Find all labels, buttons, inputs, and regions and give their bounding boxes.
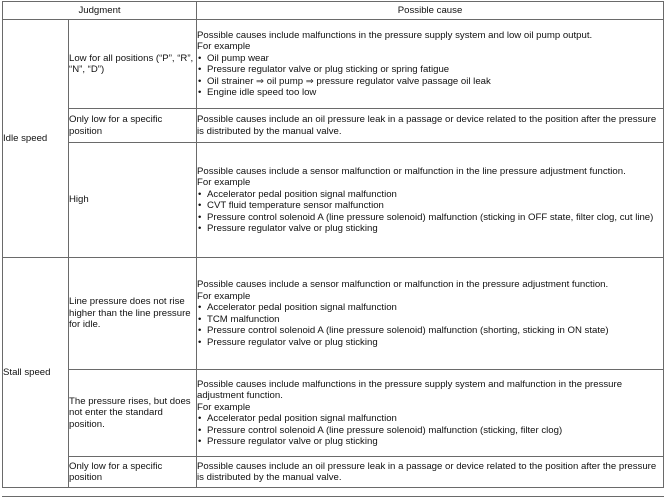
example-label: For example xyxy=(197,41,251,52)
list-item: • Accelerator pedal position signal malfunction xyxy=(197,302,663,314)
cause-list xyxy=(197,189,663,235)
cause-intro: Possible causes include malfunctions in the pressure supply system and low oil pump output. xyxy=(197,29,593,41)
header-judgment: Judgment xyxy=(3,2,197,20)
table-row xyxy=(3,20,664,109)
table-row xyxy=(3,370,664,457)
list-item: • Pressure control solenoid A (line pressure solenoid) malfunction (sticking, filter clog) xyxy=(197,425,663,437)
cause-cell xyxy=(197,258,664,370)
condition-cell: The pressure rises, but does not enter the standard position. xyxy=(69,370,197,457)
group-label-stall-speed: Stall speed xyxy=(3,258,69,488)
cause-intro: Possible causes include a sensor malfunction or malfunction in the line pressure adjustment function. xyxy=(197,165,626,177)
list-item: • Accelerator pedal position signal malfunction xyxy=(197,413,663,425)
table-row xyxy=(3,143,664,258)
cause-cell xyxy=(197,370,664,457)
list-item: • Accelerator pedal position signal malfunction xyxy=(197,189,663,201)
cause-list xyxy=(197,302,663,348)
line-pressure-judgment-table xyxy=(2,1,664,488)
list-item: • Pressure control solenoid A (line pressure solenoid) malfunction (sticking in OFF state, filter clog, cut line) xyxy=(197,212,663,224)
list-item: • CVT fluid temperature sensor malfunction xyxy=(197,200,663,212)
cause-cell xyxy=(197,109,664,143)
list-item: • TCM malfunction xyxy=(197,314,663,326)
cause-list xyxy=(197,413,663,448)
cause-cell xyxy=(197,20,664,109)
list-item: • Engine idle speed too low xyxy=(197,87,663,99)
list-item: • Oil strainer ⇒ oil pump ⇒ pressure regulator valve passage oil leak xyxy=(197,76,663,88)
condition-cell: Only low for a specific position xyxy=(69,457,197,488)
cause-cell xyxy=(197,143,664,258)
cause-cell xyxy=(197,457,664,488)
table-row xyxy=(3,109,664,143)
header-possible-cause: Possible cause xyxy=(197,2,664,20)
table-row xyxy=(3,457,664,488)
condition-cell: Only low for a specific position xyxy=(69,109,197,143)
list-item: • Pressure regulator valve or plug sticking xyxy=(197,337,663,349)
cause-intro: Possible causes include an oil pressure leak in a passage or device related to the position after the pressure is distributed by the manual valve. xyxy=(197,460,657,483)
example-label: For example xyxy=(197,177,251,188)
list-item: • Pressure regulator valve or plug sticking xyxy=(197,436,663,448)
condition-cell: High xyxy=(69,143,197,258)
list-item: • Pressure control solenoid A (line pressure solenoid) malfunction (shorting, sticking in ON state) xyxy=(197,325,663,337)
example-label: For example xyxy=(197,401,251,413)
group-label-idle-speed: Idle speed xyxy=(3,20,69,258)
bottom-rule xyxy=(2,496,664,497)
table-header-row xyxy=(3,2,664,20)
cause-intro: Possible causes include an oil pressure leak in a passage or device related to the position after the pressure is distributed by the manual valve. xyxy=(197,114,657,137)
cause-list xyxy=(197,53,663,99)
document-page xyxy=(2,1,664,488)
list-item: • Pressure regulator valve or plug sticking or spring fatigue xyxy=(197,64,663,76)
table-row xyxy=(3,258,664,370)
list-item: • Pressure regulator valve or plug sticking xyxy=(197,223,663,235)
cause-intro: Possible causes include a sensor malfunction or malfunction in the pressure adjustment function. xyxy=(197,279,609,290)
condition-cell: Low for all positions (“P”, “R”, “N”, “D”) xyxy=(69,20,197,109)
example-label: For example xyxy=(197,290,251,302)
condition-cell: Line pressure does not rise higher than the line pressure for idle. xyxy=(69,258,197,370)
cause-intro: Possible causes include malfunctions in the pressure supply system and malfunction in the pressure adjustment function. xyxy=(197,378,623,401)
list-item: • Oil pump wear xyxy=(197,53,663,65)
